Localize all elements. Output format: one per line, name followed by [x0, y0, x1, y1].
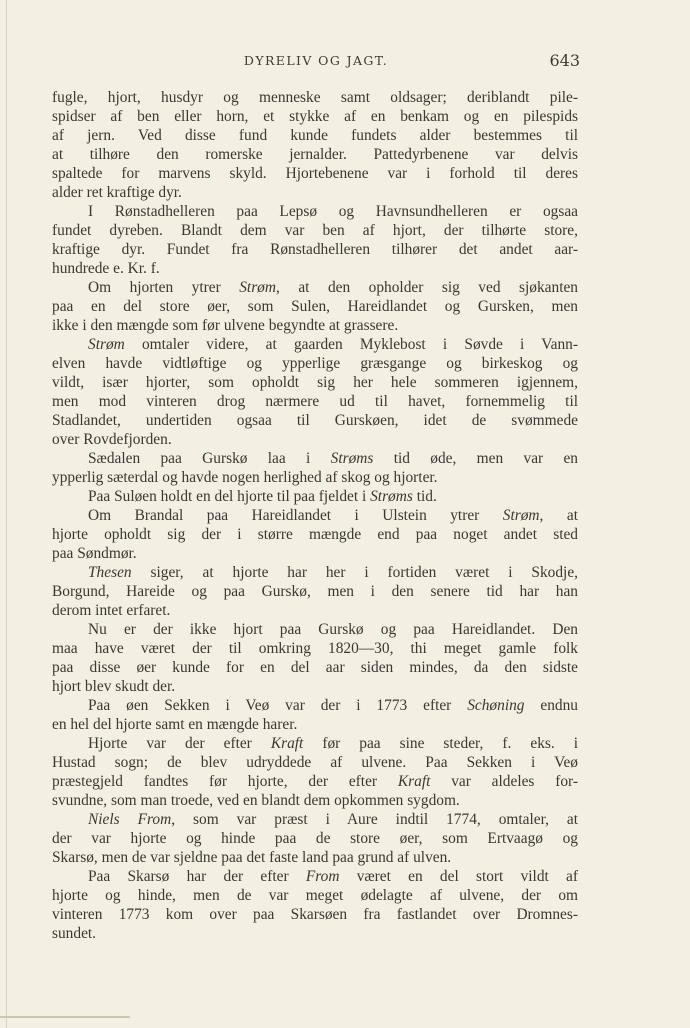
text-line: Paa øen Sekken i Veø var der i 1773 efter Schøning endnu — [88, 697, 578, 714]
text-line: sundet. — [52, 925, 97, 942]
text-line: Strøm omtaler videre, at gaarden Myklebost i Søvde i Vann- — [88, 336, 578, 353]
text-line: Niels From, som var præst i Aure indtil 1774, omtaler, at — [88, 811, 579, 828]
text-line: en hel del hjorte samt en mængde harer. — [52, 716, 298, 733]
text-line: ikke i den mængde som før ulvene begyndte at grassere. — [52, 317, 399, 334]
text-line: Hjorte var der efter Kraft før paa sine steder, f. eks. i — [88, 735, 579, 752]
text-line: Paa Suløen holdt en del hjorte til paa fjeldet i Strøms tid. — [88, 488, 437, 505]
text-line: hundrede e. Kr. f. — [52, 260, 160, 277]
text-line: ypperlig sæterdal og havde nogen herlighed af skog og hjorter. — [52, 469, 438, 486]
text-line: Om Brandal paa Hareidlandet i Ulstein ytrer Strøm, at — [88, 507, 578, 524]
text-line: hjorte og hinde, men de var meget ødelagte af ulvene, der om — [52, 887, 578, 904]
text-line: spidser af ben eller horn, et stykke af en benkam og en pilespids — [52, 108, 578, 125]
text-line: hjort blev skudt der. — [52, 678, 176, 695]
text-line: Borgund, Hareide og paa Gurskø, men i den senere tid har han — [52, 583, 578, 600]
text-line: fugle, hjort, husdyr og menneske samt oldsager; deriblandt pile- — [52, 89, 578, 106]
page-edge-line — [6, 0, 7, 1028]
text-line: Sædalen paa Gurskø laa i Strøms tid øde, men var en — [88, 450, 578, 467]
text-line: præstegjeld fandtes før hjorte, der efter Kraft var aldeles for- — [52, 773, 578, 790]
text-line: vinteren 1773 kom over paa Skarsøen fra fastlandet over Dromnes- — [52, 906, 578, 923]
text-line: fundet dyreben. Blandt dem var ben af hjort, der tilhørte store, — [52, 222, 578, 239]
page-bottom-edge — [0, 1016, 130, 1018]
text-line: I Rønstadhelleren paa Lepsø og Havnsundhelleren er ogsaa — [88, 203, 578, 220]
text-line: paa disse øer kunde for en del aar siden mindes, da den sidste — [52, 659, 578, 676]
text-line: vildt, især hjorter, som opholdt sig her hele sommeren igjennem, — [52, 374, 578, 391]
running-head: DYRELIV OG JAGT. — [243, 53, 389, 68]
text-line: Skarsø, men de var sjeldne paa det faste land paa grund af ulven. — [52, 849, 452, 866]
text-line: paa en del store øer, som Sulen, Hareidlandet og Gursken, men — [52, 298, 578, 315]
body-text — [52, 88, 578, 943]
text-line: over Rovdefjorden. — [52, 431, 172, 448]
text-line: af jern. Ved disse fund kunde fundets alder bestemmes til — [52, 127, 578, 144]
text-line: at tilhøre den romerske jernalder. Pattedyrbenene var delvis — [52, 146, 578, 163]
text-line: Stadlandet, undertiden ogsaa til Gurskøen, idet de svømmede — [52, 412, 578, 429]
text-line: Hustad sogn; de blev udryddede af ulvene. Paa Sekken i Veø — [52, 754, 578, 771]
text-line: svundne, som man troede, ved en blandt dem opkommen sygdom. — [52, 792, 460, 809]
text-line: alder ret kraftige dyr. — [52, 184, 182, 201]
text-line: Paa Skarsø har der efter From været en del stort vildt af — [88, 868, 578, 885]
text-line: paa Søndmør. — [52, 545, 137, 562]
text-line: der var hjorte og hinde paa de store øer, som Ertvaagø og — [52, 830, 578, 847]
text-line: kraftige dyr. Fundet fra Rønstadhelleren tilhører det andet aar- — [52, 241, 578, 258]
page-header — [52, 51, 580, 71]
text-line: hjorte opholdt sig der i større mængde end paa noget andet sted — [52, 526, 578, 543]
text-line: maa have været der til omkring 1820—30, thi meget gamle folk — [52, 640, 578, 657]
page-number: 643 — [549, 51, 580, 70]
text-line: spaltede for marvens skyld. Hjortebenene var i forhold til deres — [52, 165, 578, 182]
text-line: Om hjorten ytrer Strøm, at den opholder sig ved sjøkanten — [88, 279, 579, 296]
text-line: elven havde vidtløftige og ypperlige græsgange og birkeskog og — [52, 355, 578, 372]
text-line: Thesen siger, at hjorte har her i fortiden været i Skodje, — [88, 564, 578, 581]
text-line: men mod vinteren drog nærmere ud til havet, fornemmelig til — [52, 393, 578, 410]
text-line: derom intet erfaret. — [52, 602, 171, 619]
text-line: Nu er der ikke hjort paa Gurskø og paa Hareidlandet. Den — [88, 621, 578, 638]
